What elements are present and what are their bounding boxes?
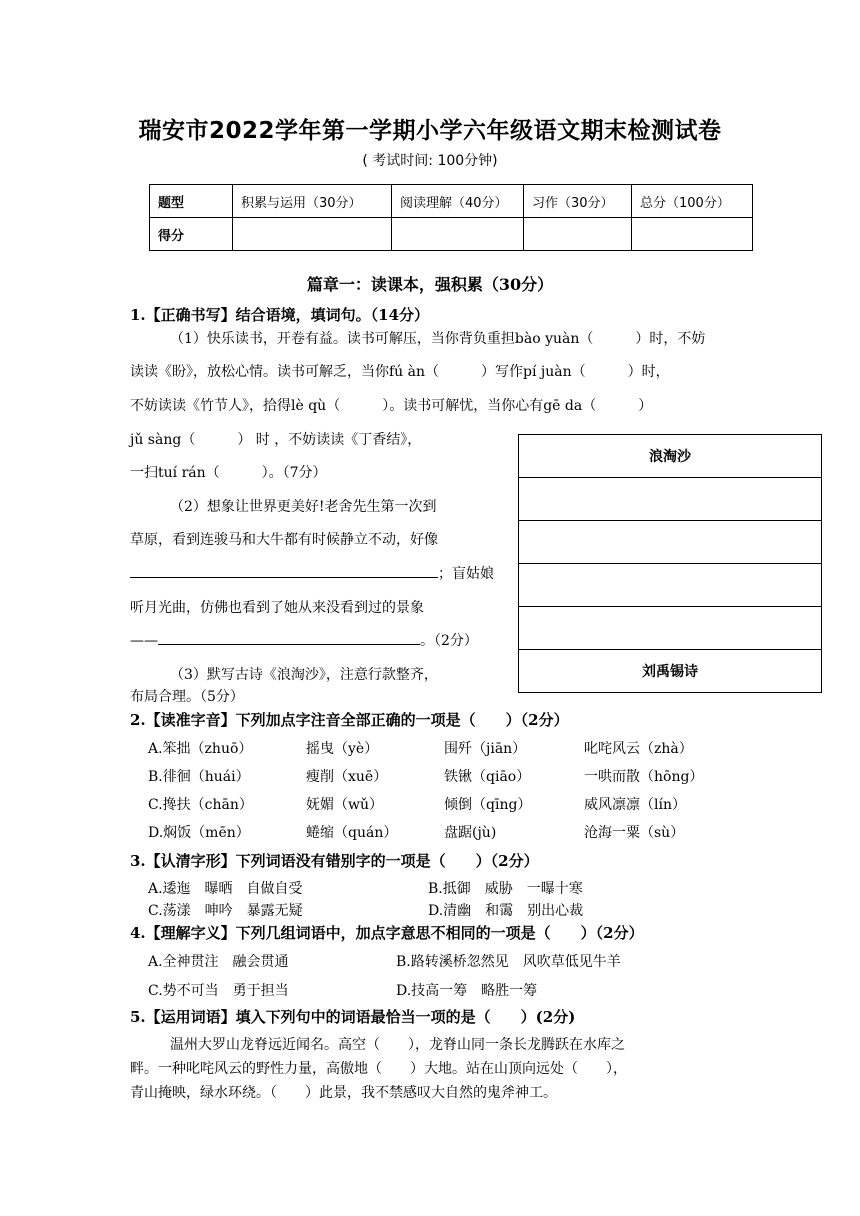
score-table-score-row: [150, 218, 753, 251]
q1-title: 1.【正确书写】结合语境，填词句。（14分）: [130, 306, 430, 324]
q2-a-2: 摇曳（yè）: [306, 741, 379, 757]
score-header-accumulation: 积累与运用（30分）: [233, 185, 392, 218]
score-row-label: 得分: [150, 218, 233, 251]
score-header-total: 总分（100分）: [632, 185, 753, 218]
q5-line3: 青山掩映，绿水环绕。（ ）此景，我不禁感叹大自然的鬼斧神工。: [130, 1085, 557, 1101]
q1-line12: 布局合理。（5分）: [130, 689, 244, 705]
q2-b-3: 铁锹（qiāo）: [444, 769, 531, 785]
q1-line7: 草原，看到连骏马和大牛都有时候静立不动，好像: [130, 532, 438, 548]
q1-line10-prefix: ——: [130, 633, 158, 649]
poem-title: 浪淘沙: [519, 435, 822, 478]
poem-author: 刘禹锡诗: [519, 650, 822, 693]
q1-line4: jǔ sàng（ ） 时 ，不妨读读《丁香结》，: [130, 432, 422, 448]
q2-option-a[interactable]: [148, 738, 693, 758]
q1-blank-grassland[interactable]: [130, 577, 438, 578]
q2-b-1: B.徘徊（huái）: [148, 769, 250, 785]
q1-line8-text: ；盲姑娘: [438, 566, 494, 582]
poem-line-1[interactable]: [519, 478, 822, 521]
q1-line10: [130, 630, 478, 650]
q2-b-2: 瘦削（xuē）: [306, 769, 388, 785]
q2-d-4: 沧海一粟（sù）: [584, 825, 685, 841]
score-header-type: 题型: [150, 185, 233, 218]
q1-line2: 读读《盼》，放松心情。读书可解乏，当你fú àn（ ）写作pí juàn（ ）时，: [130, 364, 670, 380]
poem-line-2[interactable]: [519, 521, 822, 564]
q2-c-2: 妩媚（wǔ）: [306, 797, 383, 813]
score-table: [149, 184, 753, 251]
exam-duration: ( 考试时间: 100分钟): [362, 153, 498, 169]
q3-option-d[interactable]: D.清幽 和霭 别出心裁: [428, 903, 584, 919]
q2-option-d[interactable]: [148, 822, 684, 842]
q5-title: 5.【运用词语】填入下列句中的词语最恰当一项的是（ ）(2分): [130, 1008, 576, 1026]
q3-row-1: [148, 878, 583, 898]
q2-a-3: 围歼（jiān）: [444, 741, 527, 757]
q2-c-3: 倾倒（qīng）: [444, 797, 532, 813]
score-cell-accumulation[interactable]: [233, 218, 392, 251]
q1-line9: 听月光曲，仿佛也看到了她从来没看到过的景象: [130, 600, 424, 616]
poem-line-4[interactable]: [519, 607, 822, 650]
q3-option-c[interactable]: C.荡漾 呻吟 暴露无疑: [148, 903, 303, 919]
q3-title: 3.【认清字形】下列词语没有错别字的一项是（ ）（2分）: [130, 852, 539, 870]
q4-row-2: [148, 980, 537, 1000]
q2-c-4: 威风凛凛（lín）: [584, 797, 686, 813]
score-header-reading: 阅读理解（40分）: [392, 185, 524, 218]
q4-title: 4.【理解字义】下列几组词语中，加点字意思不相同的一项是（ ）（2分）: [130, 924, 644, 942]
q4-option-d[interactable]: D.技高一筹 略胜一筹: [396, 983, 538, 999]
score-cell-writing[interactable]: [524, 218, 632, 251]
q2-a-4: 叱咤风云（zhà）: [584, 741, 693, 757]
q4-option-a[interactable]: A.全神贯注 融会贯通: [148, 954, 289, 970]
q1-line11: （3）默写古诗《浪淘沙》，注意行款整齐，: [170, 667, 438, 683]
q4-option-c[interactable]: C.势不可当 勇于担当: [148, 983, 289, 999]
chapter-heading: 篇章一：读课本，强积累（30分）: [306, 275, 554, 294]
q2-title: 2.【读准字音】下列加点字注音全部正确的一项是（ ）（2分）: [130, 711, 569, 729]
q4-option-b[interactable]: B.路转溪桥忽然见 风吹草低见牛羊: [396, 954, 621, 970]
q3-option-b[interactable]: B.抵御 威胁 一曝十寒: [428, 881, 583, 897]
exam-title: 瑞安市2022学年第一学期小学六年级语文期末检测试卷: [138, 118, 722, 144]
q2-a-1: A.笨拙（zhuō）: [148, 741, 253, 757]
q2-b-4: 一哄而散（hōng）: [584, 769, 704, 785]
q2-d-2: 蜷缩（quán）: [306, 825, 398, 841]
q5-line2: 畔。一种叱咤风云的野性力量，高傲地（ ）大地。站在山顶向远处（ ），: [130, 1061, 627, 1077]
q1-line8: [130, 563, 494, 583]
score-header-writing: 习作（30分）: [524, 185, 632, 218]
q3-option-a[interactable]: A.逶迤 曝晒 自做自受: [148, 881, 303, 897]
q1-line1: （1）快乐读书，开卷有益。读书可解压，当你背负重担bào yuàn（ ）时，不妨: [170, 331, 706, 347]
q2-d-3: 盘踞(jù): [444, 825, 497, 841]
poem-grid: [518, 434, 822, 693]
q1-line5: 一扫tuí rán（ ）。（7分）: [130, 465, 327, 481]
q3-row-2: [148, 900, 583, 920]
q1-line6: （2）想象让世界更美好!老舍先生第一次到: [170, 499, 437, 515]
score-cell-reading[interactable]: [392, 218, 524, 251]
q4-row-1: [148, 951, 621, 971]
q1-line3: 不妨读读《竹节人》，拾得lè qù（ ）。读书可解忧，当你心有gē da（ ）: [130, 398, 653, 414]
q2-option-b[interactable]: [148, 766, 703, 786]
poem-line-3[interactable]: [519, 564, 822, 607]
q1-blank-moonlight[interactable]: [158, 644, 420, 645]
score-table-header-row: [150, 185, 753, 218]
q2-option-c[interactable]: [148, 794, 686, 814]
score-cell-total[interactable]: [632, 218, 753, 251]
q2-d-1: D.焖饭（mēn）: [148, 825, 250, 841]
q5-line1: 温州大罗山龙脊远近闻名。高空（ ），龙脊山同一条长龙腾跃在水库之: [170, 1037, 625, 1053]
q2-c-1: C.搀扶（chān）: [148, 797, 253, 813]
q1-line10-suffix: 。（2分）: [420, 633, 478, 649]
